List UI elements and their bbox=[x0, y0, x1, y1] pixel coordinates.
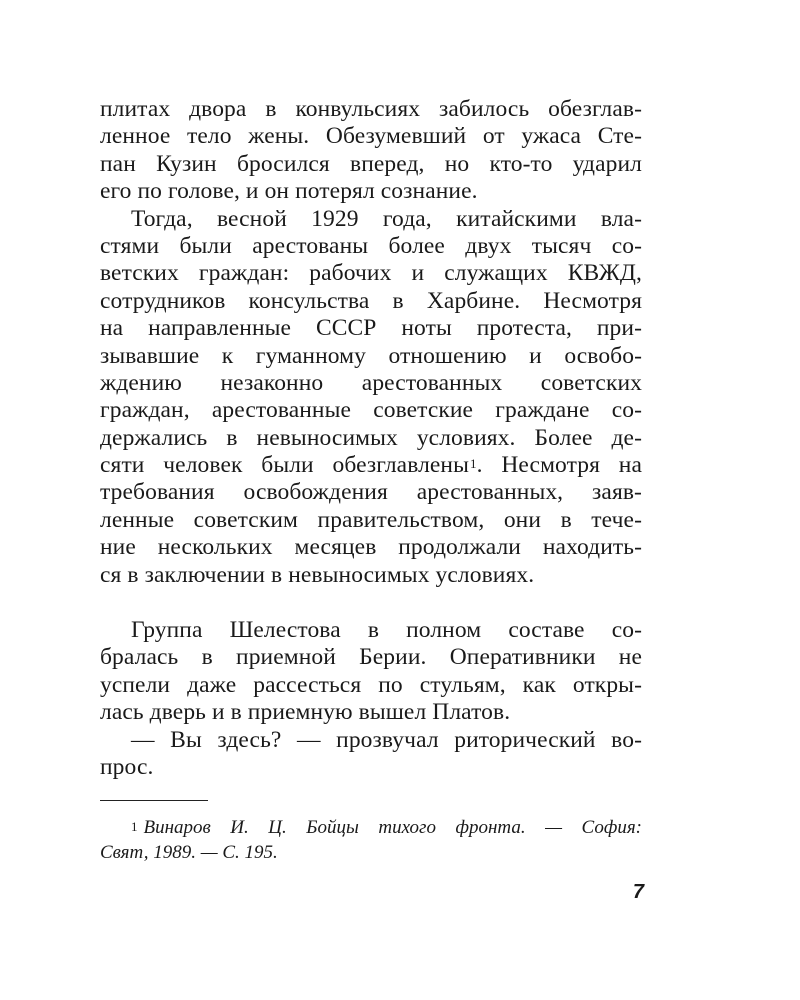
text-line: ждению незаконно арестованных советских bbox=[100, 369, 642, 396]
text-line: ленные советским правительством, они в тече- bbox=[100, 506, 642, 533]
footnote-reference[interactable]: 1 bbox=[470, 456, 477, 472]
text-segment: . Несмотря на bbox=[476, 452, 642, 479]
text-line: — Вы здесь? — прозвучал риторический во- bbox=[131, 726, 642, 753]
text-line: бралась в приемной Берии. Оперативники не bbox=[100, 644, 642, 671]
footnote-separator bbox=[100, 800, 208, 801]
text-line: ние нескольких месяцев продолжали находить- bbox=[100, 534, 642, 561]
text-line: Тогда, весной 1929 года, китайскими вла- bbox=[131, 205, 642, 232]
text-line: лась дверь и в приемную вышел Платов. bbox=[100, 699, 511, 726]
text-line: его по голове, и он потерял сознание. bbox=[100, 178, 478, 205]
text-line: сотрудников консульства в Харбине. Несмотря bbox=[100, 287, 642, 314]
text-line: требования освобождения арестованных, заяв- bbox=[100, 479, 642, 506]
text-line: ветских граждан: рабочих и служащих КВЖД, bbox=[100, 260, 642, 287]
text-line: стями были арестованы более двух тысяч со- bbox=[100, 232, 642, 259]
text-line: прос. bbox=[100, 753, 154, 780]
section-break bbox=[100, 589, 642, 617]
text-segment: сяти человек были обезглавлены bbox=[100, 452, 469, 479]
text-line-with-footnote-ref bbox=[100, 452, 642, 479]
text-line: успели даже рассесться по стульям, как откры- bbox=[100, 671, 642, 698]
footnote-line bbox=[100, 815, 642, 840]
text-line: Группа Шелестова в полном составе со- bbox=[131, 617, 642, 644]
text-line: ленное тело жены. Обезумевший от ужаса Сте- bbox=[100, 123, 642, 150]
footnote-text: Винаров И. Ц. Бойцы тихого фронта. — София: bbox=[143, 817, 642, 838]
text-line: ся в заключении в невыносимых условиях. bbox=[100, 561, 535, 588]
page-body bbox=[100, 96, 642, 781]
footnote bbox=[100, 815, 642, 865]
footnote-line: Свят, 1989. — С. 195. bbox=[100, 842, 278, 863]
footnote-mark: 1 bbox=[131, 819, 138, 834]
text-line: зывавшие к гуманному отношению и освобо- bbox=[100, 342, 642, 369]
text-line: граждан, арестованные советские граждане со- bbox=[100, 397, 642, 424]
text-line: держались в невыносимых условиях. Более де- bbox=[100, 424, 642, 451]
text-line: пан Кузин бросился вперед, но кто-то ударил bbox=[100, 150, 642, 177]
page-number: 7 bbox=[632, 881, 644, 903]
text-line: плитах двора в конвульсиях забилось обезглав- bbox=[100, 96, 642, 122]
text-line: на направленные СССР ноты протеста, при- bbox=[100, 315, 642, 342]
